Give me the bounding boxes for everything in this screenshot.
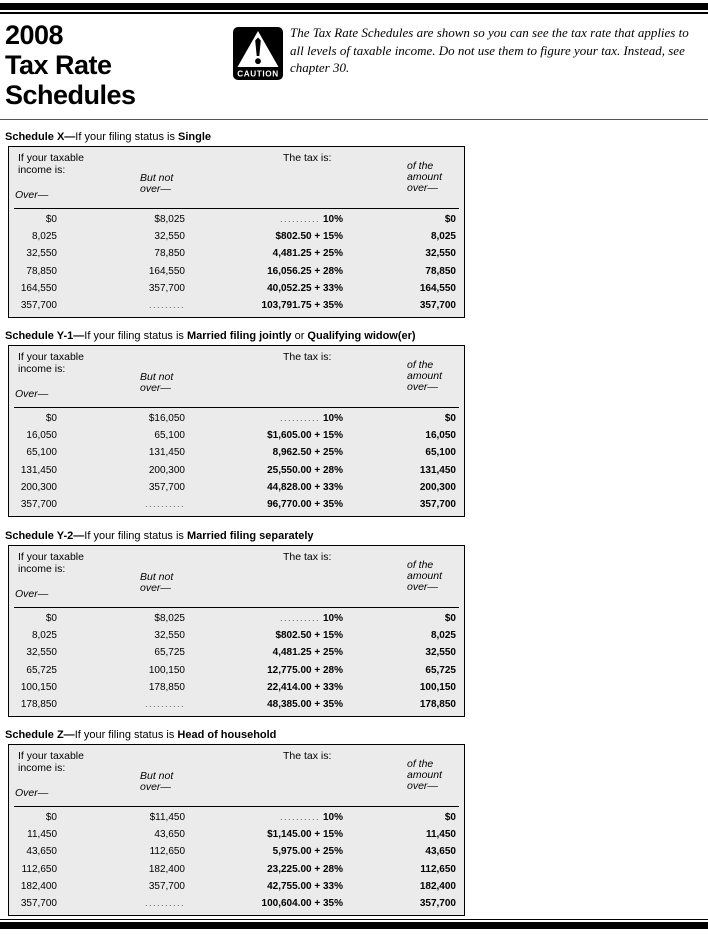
tax-formula: 25,550.00 + 28% — [267, 464, 343, 476]
cell-but-not-over: ......... — [148, 300, 185, 311]
cell-over: 112,650 — [21, 863, 57, 875]
tax-leader-dots: .......... — [279, 613, 320, 623]
cell-over: 65,725 — [26, 664, 57, 676]
tax-formula: 103,791.75 + 35% — [261, 299, 343, 311]
cell-tax — [185, 665, 343, 676]
schedule-title-part: If your filing status is — [84, 330, 187, 342]
cell-but-not-over: 357,700 — [148, 481, 185, 493]
cell-amount-over: 131,450 — [419, 464, 456, 476]
table-row — [9, 644, 464, 661]
tax-rate-table — [8, 545, 465, 717]
cell-amount-over: $0 — [444, 613, 456, 624]
cell-over: 131,450 — [20, 464, 57, 476]
cell-tax — [185, 499, 343, 510]
cell-tax — [185, 699, 343, 710]
bottom-rule-thick — [0, 922, 708, 929]
cell-over: 32,550 — [26, 248, 57, 260]
column-header-but-not-over: But not over— — [140, 172, 174, 195]
cell-tax — [185, 447, 343, 458]
cell-but-not-over: 32,550 — [154, 231, 185, 243]
column-header-of-amount-over: of the amount over— — [407, 559, 443, 593]
cell-over: 43,650 — [26, 846, 57, 858]
table-row — [9, 843, 464, 860]
table-row — [9, 861, 464, 878]
cell-over: $0 — [45, 413, 57, 424]
cell-amount-over: 16,050 — [425, 430, 456, 442]
table-row — [9, 809, 464, 826]
table-row — [9, 826, 464, 843]
schedule-title-part: Head of household — [177, 729, 277, 741]
tax-leader-dots: .......... — [279, 214, 320, 224]
top-rule-thin — [0, 12, 708, 14]
cell-over: 11,450 — [27, 829, 57, 841]
cell-tax — [185, 898, 343, 909]
cell-amount-over: 182,400 — [419, 880, 456, 892]
table-row — [9, 627, 464, 644]
cell-over: 78,850 — [26, 265, 57, 277]
cell-amount-over: 357,700 — [419, 299, 456, 311]
cell-over: 32,550 — [26, 647, 57, 659]
table-header — [9, 346, 464, 406]
page-title-line: 2008 — [5, 20, 64, 50]
cell-tax — [185, 482, 343, 493]
cell-but-not-over: 164,550 — [148, 265, 185, 277]
cell-tax — [185, 613, 343, 624]
cell-tax — [185, 214, 343, 225]
cell-tax — [185, 881, 343, 892]
table-body — [9, 209, 464, 317]
page-title-line: Schedules — [5, 80, 136, 110]
cell-but-not-over: .......... — [144, 699, 185, 710]
column-header-taxable-income: If your taxable income is: — [18, 152, 84, 176]
cell-over: 8,025 — [31, 231, 57, 243]
cell-but-not-over: .......... — [144, 898, 185, 909]
tax-formula: 44,828.00 + 33% — [267, 481, 343, 493]
table-row — [9, 479, 464, 496]
column-header-over: Over— — [15, 388, 49, 400]
cell-but-not-over: $8,025 — [154, 214, 185, 225]
cell-over: 164,550 — [20, 282, 57, 294]
tax-rate-table — [8, 146, 465, 318]
tax-formula: 22,414.00 + 33% — [267, 681, 343, 693]
cell-but-not-over: .......... — [144, 499, 185, 510]
cell-over: 100,150 — [20, 681, 57, 693]
column-header-tax-is: The tax is: — [283, 152, 332, 164]
cell-tax — [185, 231, 343, 242]
schedule-title-part: Married filing separately — [187, 530, 314, 542]
table-row — [9, 610, 464, 627]
tax-formula: 8,962.50 + 25% — [272, 447, 343, 459]
cell-tax — [185, 300, 343, 311]
cell-but-not-over: $16,050 — [148, 413, 185, 424]
cell-amount-over: 8,025 — [430, 630, 456, 642]
column-header-taxable-income: If your taxable income is: — [18, 351, 84, 375]
cell-amount-over: 65,100 — [425, 447, 456, 459]
column-header-of-amount-over: of the amount over— — [407, 160, 443, 194]
table-row — [9, 280, 464, 297]
table-header — [9, 147, 464, 207]
cell-but-not-over: 357,700 — [148, 880, 185, 892]
cell-amount-over: $0 — [444, 214, 456, 225]
table-row — [9, 696, 464, 713]
table-row — [9, 462, 464, 479]
cell-amount-over: 11,450 — [425, 829, 456, 841]
column-header-but-not-over: But not over— — [140, 770, 174, 793]
cell-amount-over: 32,550 — [425, 248, 456, 260]
cell-amount-over: 78,850 — [425, 265, 456, 277]
tax-rate-table — [8, 345, 465, 517]
schedule-title-part: Schedule Y-1— — [5, 330, 85, 342]
tax-formula: 96,770.00 + 35% — [267, 498, 343, 510]
cell-over: 357,700 — [20, 299, 57, 311]
table-row — [9, 410, 464, 427]
tax-schedule-section — [5, 131, 465, 321]
schedule-title — [5, 530, 314, 542]
cell-over: $0 — [45, 613, 57, 624]
cell-amount-over: 65,725 — [425, 664, 456, 676]
tax-formula: 48,385.00 + 35% — [267, 698, 343, 710]
column-header-over: Over— — [15, 787, 49, 799]
cell-over: 178,850 — [20, 698, 57, 710]
schedule-title-part: Schedule Y-2— — [5, 530, 85, 542]
schedule-title-part: Schedule X— — [5, 131, 76, 143]
cell-tax — [185, 682, 343, 693]
tax-formula: 100,604.00 + 35% — [261, 897, 343, 909]
cell-but-not-over: 131,450 — [148, 447, 185, 459]
cell-amount-over: 200,300 — [419, 481, 456, 493]
cell-amount-over: 357,700 — [419, 498, 456, 510]
cell-tax — [185, 647, 343, 658]
tax-formula: 10% — [322, 214, 343, 225]
table-row — [9, 662, 464, 679]
tax-schedule-section — [5, 729, 465, 919]
table-body — [9, 807, 464, 915]
schedule-title — [5, 729, 276, 741]
table-row — [9, 496, 464, 513]
caution-icon-graphic — [233, 27, 283, 80]
tax-leader-dots: .......... — [279, 413, 320, 423]
cell-tax — [185, 266, 343, 277]
cell-tax — [185, 465, 343, 476]
cell-tax — [185, 413, 343, 424]
cell-tax — [185, 430, 343, 441]
column-header-of-amount-over: of the amount over— — [407, 758, 443, 792]
cell-tax — [185, 829, 343, 840]
cell-over: 8,025 — [31, 630, 57, 642]
tax-formula: 5,975.00 + 25% — [272, 846, 343, 858]
page-title-line: Tax Rate — [5, 50, 112, 80]
table-row — [9, 211, 464, 228]
tax-formula: $802.50 + 15% — [275, 630, 343, 642]
column-header-but-not-over: But not over— — [140, 371, 174, 394]
table-body — [9, 608, 464, 716]
cell-amount-over: 357,700 — [419, 897, 456, 909]
bottom-rule-thin — [0, 919, 708, 920]
tax-formula: 40,052.25 + 33% — [267, 282, 343, 294]
cell-tax — [185, 283, 343, 294]
tax-formula: 10% — [322, 413, 343, 424]
cell-tax — [185, 630, 343, 641]
table-row — [9, 895, 464, 912]
cell-but-not-over: 182,400 — [148, 863, 185, 875]
schedule-title-part: If your filing status is — [75, 131, 179, 143]
cell-but-not-over: 100,150 — [148, 664, 185, 676]
cell-over: $0 — [45, 812, 57, 823]
cell-over: 357,700 — [20, 897, 57, 909]
cell-but-not-over: 112,650 — [149, 846, 185, 858]
cell-over: 357,700 — [20, 498, 57, 510]
caution-icon — [233, 27, 283, 80]
cell-amount-over: 8,025 — [430, 231, 456, 243]
cell-but-not-over: 78,850 — [154, 248, 185, 260]
cell-amount-over: 43,650 — [425, 846, 456, 858]
cell-but-not-over: $8,025 — [154, 613, 185, 624]
cell-but-not-over: 200,300 — [148, 464, 185, 476]
top-rule-thick — [0, 3, 708, 10]
table-row — [9, 245, 464, 262]
cell-amount-over: $0 — [444, 812, 456, 823]
tax-formula: 23,225.00 + 28% — [267, 863, 343, 875]
tax-formula: 10% — [322, 613, 343, 624]
schedule-title — [5, 131, 211, 143]
cell-tax — [185, 864, 343, 875]
table-header — [9, 745, 464, 805]
column-header-but-not-over: But not over— — [140, 571, 174, 594]
cell-amount-over: 178,850 — [419, 698, 456, 710]
cell-over: 182,400 — [20, 880, 57, 892]
schedule-title-part: or — [291, 330, 308, 342]
table-row — [9, 427, 464, 444]
tax-formula: 4,481.25 + 25% — [272, 647, 343, 659]
cell-but-not-over: 357,700 — [148, 282, 185, 294]
cell-but-not-over: 65,100 — [154, 430, 185, 442]
tax-schedule-section — [5, 330, 465, 520]
column-header-taxable-income: If your taxable income is: — [18, 750, 84, 774]
schedule-title-part: Married filing jointly — [187, 330, 292, 342]
cell-tax — [185, 812, 343, 823]
tax-formula: 42,755.00 + 33% — [267, 880, 343, 892]
page-title — [5, 20, 136, 110]
column-header-taxable-income: If your taxable income is: — [18, 551, 84, 575]
cell-tax — [185, 846, 343, 857]
cell-tax — [185, 248, 343, 259]
cell-over: $0 — [45, 214, 57, 225]
table-row — [9, 228, 464, 245]
cell-but-not-over: 43,650 — [154, 829, 185, 841]
tax-formula: $1,145.00 + 15% — [267, 829, 343, 841]
table-body — [9, 408, 464, 516]
schedule-title-part: Single — [178, 131, 212, 143]
header-divider-rule — [0, 119, 708, 120]
tax-leader-dots: .......... — [279, 812, 320, 822]
schedule-title-part: If your filing status is — [74, 729, 178, 741]
column-header-over: Over— — [15, 588, 49, 600]
cell-but-not-over: 178,850 — [148, 681, 185, 693]
table-row — [9, 878, 464, 895]
column-header-of-amount-over: of the amount over— — [407, 359, 443, 393]
column-header-over: Over— — [15, 189, 49, 201]
cell-amount-over: 100,150 — [419, 681, 456, 693]
caution-note-text: The Tax Rate Schedules are shown so you can see the tax rate that applies to all levels of taxable income. Do not use them to figure your tax. Instead, see chapter 30. — [290, 25, 689, 75]
tax-formula: 16,056.25 + 28% — [267, 265, 343, 277]
tax-formula: $802.50 + 15% — [275, 231, 343, 243]
tax-formula: 4,481.25 + 25% — [272, 248, 343, 260]
cell-but-not-over: 65,725 — [154, 647, 185, 659]
table-row — [9, 297, 464, 314]
table-row — [9, 679, 464, 696]
tax-schedule-section — [5, 530, 465, 720]
tax-rate-table — [8, 744, 465, 916]
cell-over: 65,100 — [26, 447, 57, 459]
cell-amount-over: 112,650 — [420, 863, 456, 875]
column-header-tax-is: The tax is: — [283, 551, 332, 563]
tax-formula: $1,605.00 + 15% — [267, 430, 343, 442]
table-row — [9, 263, 464, 280]
table-header — [9, 546, 464, 606]
schedule-title-part: Qualifying widow(er) — [307, 330, 416, 342]
schedule-title-part: Schedule Z— — [5, 729, 75, 741]
table-row — [9, 444, 464, 461]
cell-amount-over: $0 — [444, 413, 456, 424]
column-header-tax-is: The tax is: — [283, 750, 332, 762]
schedule-title-part: If your filing status is — [84, 530, 187, 542]
tax-formula: 12,775.00 + 28% — [267, 664, 343, 676]
cell-amount-over: 164,550 — [419, 282, 456, 294]
cell-over: 200,300 — [20, 481, 57, 493]
cell-but-not-over: 32,550 — [154, 630, 185, 642]
tax-formula: 10% — [322, 812, 343, 823]
column-header-tax-is: The tax is: — [283, 351, 332, 363]
schedule-title — [5, 330, 416, 342]
cell-amount-over: 32,550 — [425, 647, 456, 659]
caution-icon-label: CAUTION — [237, 69, 279, 79]
cell-but-not-over: $11,450 — [149, 812, 185, 823]
cell-over: 16,050 — [26, 430, 57, 442]
